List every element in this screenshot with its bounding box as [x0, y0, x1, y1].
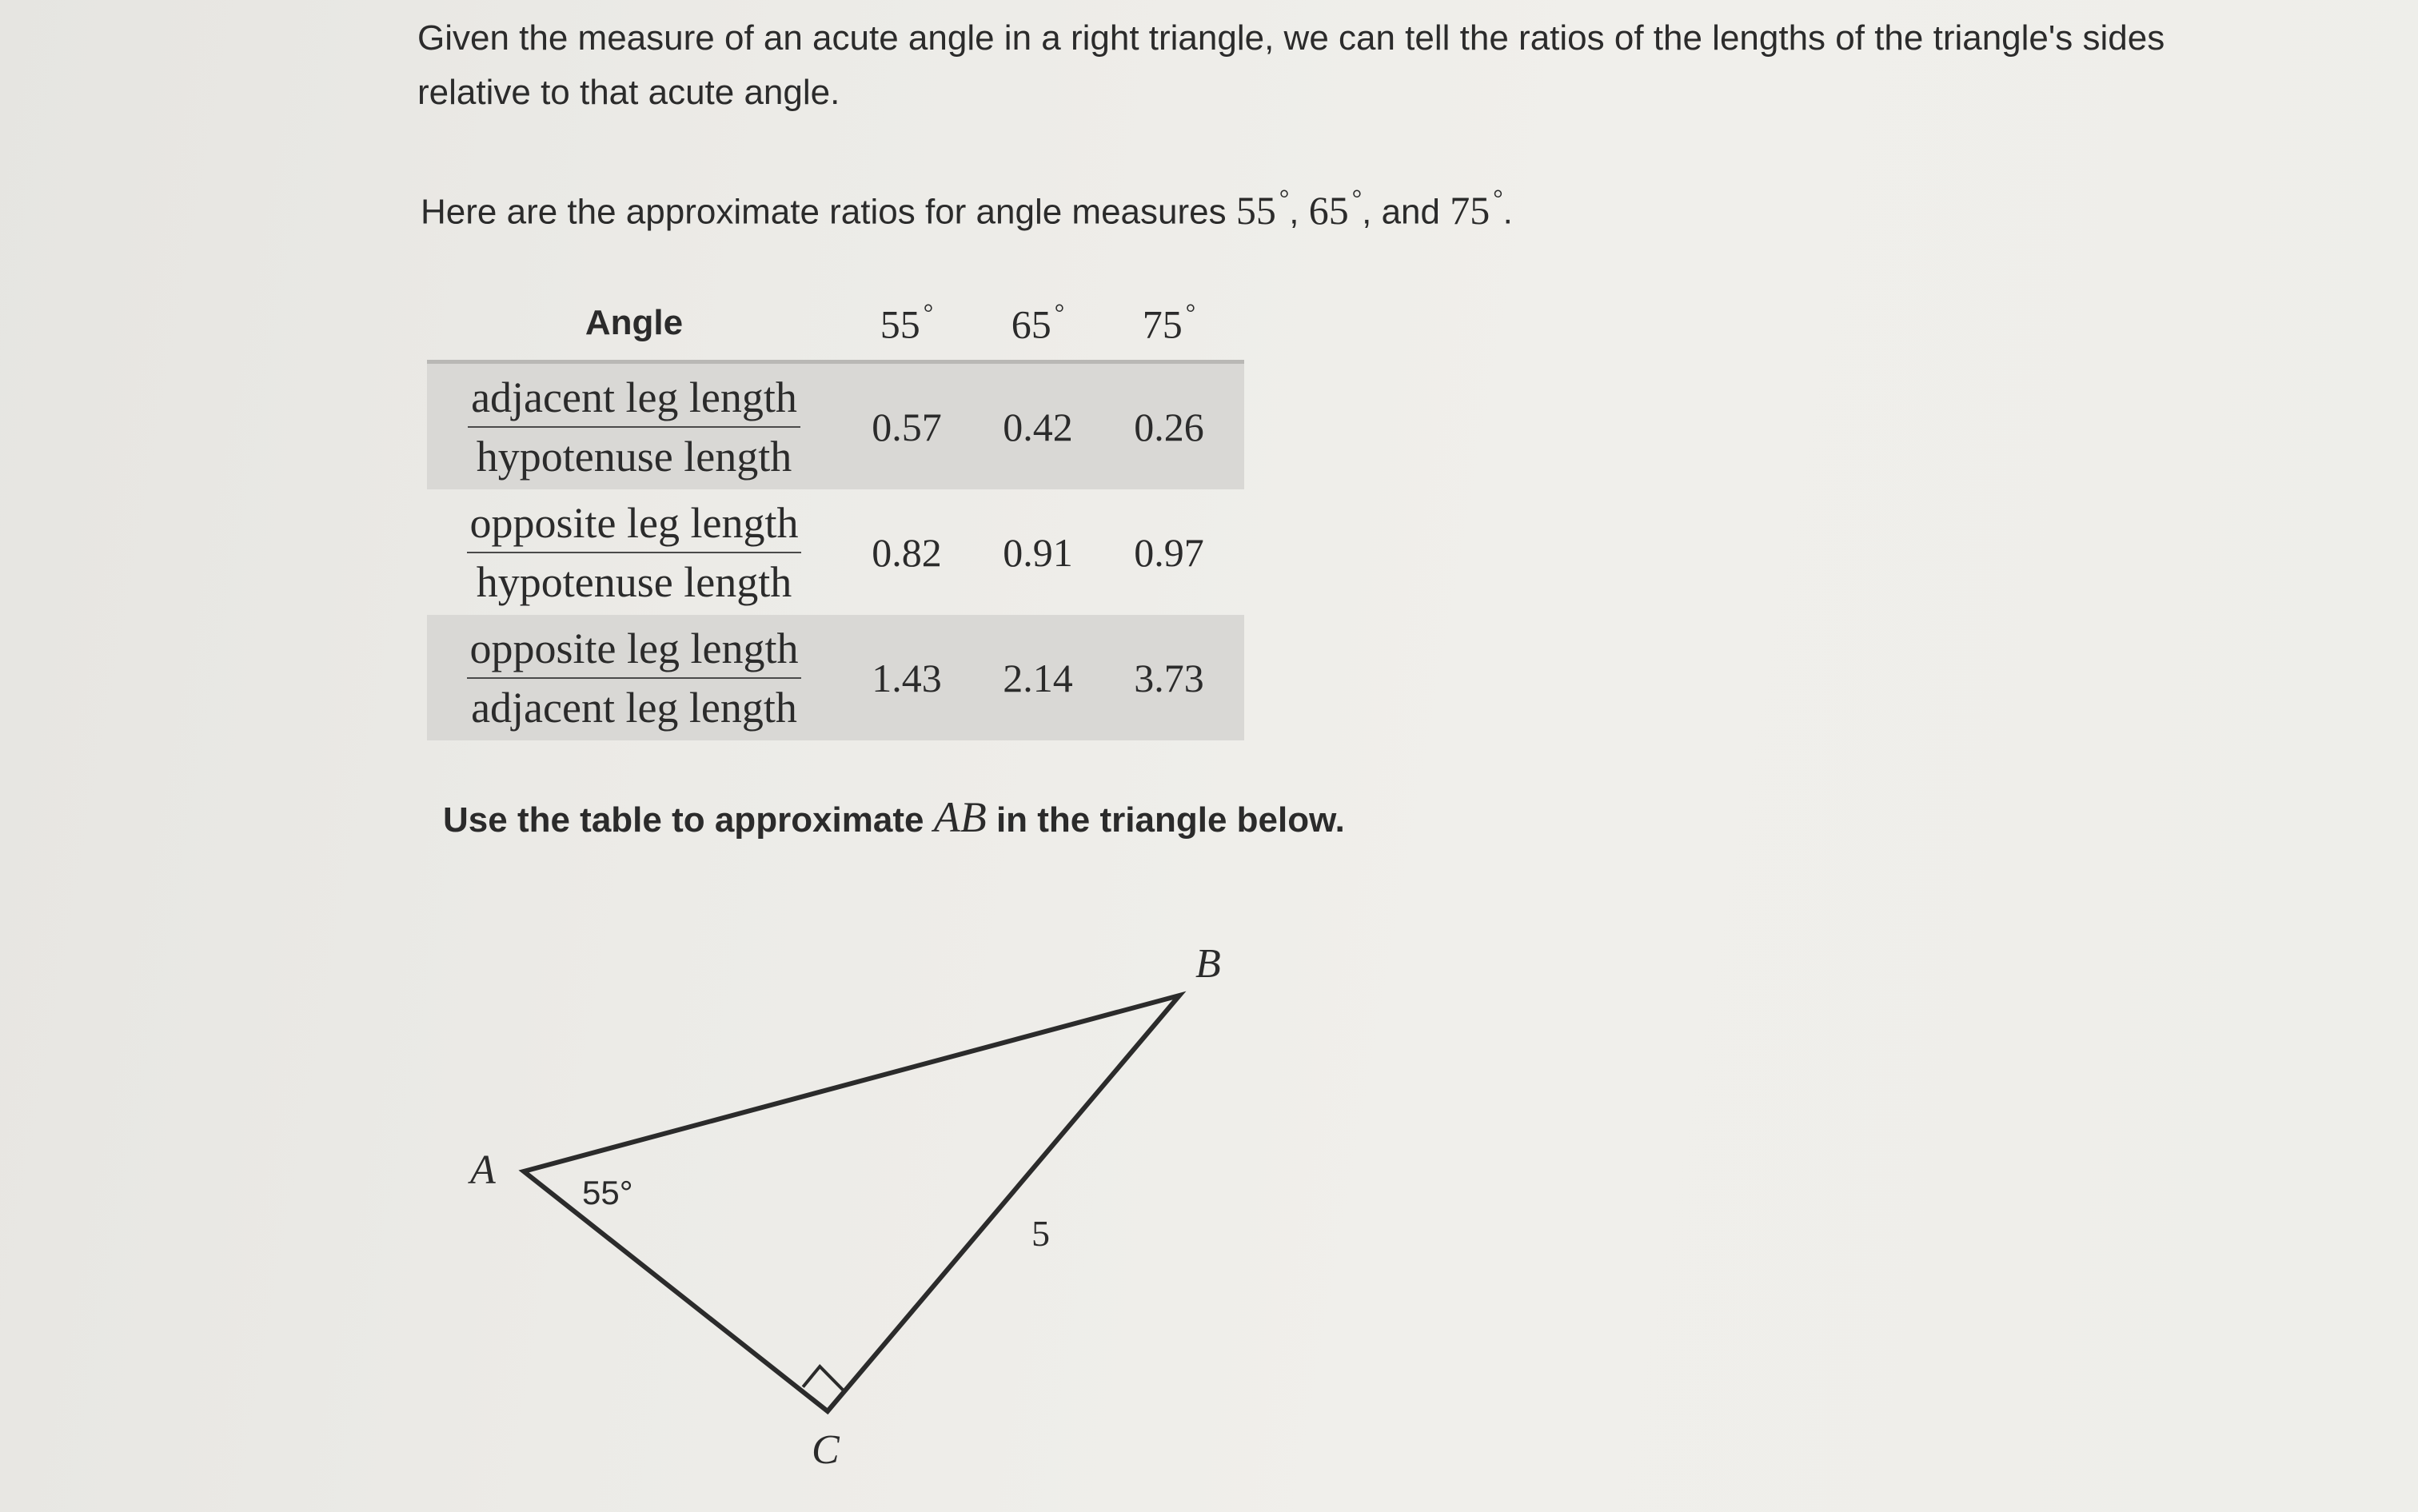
question-prefix: Use the table to approximate: [443, 800, 924, 840]
fraction-denominator: adjacent leg length: [471, 683, 797, 732]
vertex-c-label: C: [812, 1427, 840, 1473]
fraction-numerator: opposite leg length: [467, 620, 802, 679]
table-cell: 0.42: [1003, 404, 1073, 449]
table-cell: 0.91: [1003, 529, 1073, 575]
angle-65: 65 °: [1308, 184, 1363, 233]
header-col-55: 55 °: [880, 298, 934, 347]
table-row: [427, 615, 1244, 740]
table-header: [427, 286, 1244, 364]
fraction-numerator: adjacent leg length: [468, 369, 800, 428]
intro-text: Given the measure of an acute angle in a right triangle, we can tell the ratios of the lengths of the triangle's sides relative to that acute angle.: [417, 18, 2165, 112]
table-cell: 0.97: [1134, 529, 1204, 575]
ratio-fraction: [467, 620, 802, 736]
fraction-denominator: hypotenuse length: [476, 557, 792, 606]
table-cell: 1.43: [872, 655, 942, 700]
sep-2: , and: [1362, 192, 1441, 232]
table-row: [427, 364, 1244, 489]
header-col-65: 65 °: [1011, 298, 1065, 347]
table-cell: 2.14: [1003, 655, 1073, 700]
sep-1: ,: [1289, 192, 1299, 232]
header-col-75: 75 °: [1142, 298, 1196, 347]
header-angle: Angle: [585, 303, 684, 342]
table-cell: 0.57: [872, 404, 942, 449]
angle-a-label: 55°: [582, 1174, 633, 1211]
vertex-a-label: A: [470, 1147, 496, 1193]
segment-ab: AB: [933, 793, 987, 841]
side-bc-label: 5: [1031, 1213, 1050, 1254]
fraction-numerator: opposite leg length: [467, 494, 802, 553]
triangle-diagram: [448, 912, 1247, 1503]
question-text: [443, 790, 1345, 848]
vertex-b-label: B: [1195, 941, 1221, 987]
angle-55: 55 °: [1235, 184, 1290, 233]
fraction-denominator: hypotenuse length: [476, 432, 792, 481]
question-suffix: in the triangle below.: [996, 800, 1345, 840]
ratios-intro-prefix: Here are the approximate ratios for angle measures: [421, 192, 1227, 232]
table-cell: 0.82: [872, 529, 942, 575]
table-cell: 3.73: [1134, 655, 1204, 700]
ratio-fraction: [468, 369, 800, 485]
sentence-end: .: [1502, 192, 1513, 232]
ratios-intro: [421, 171, 1513, 240]
row-ratio-label: [427, 369, 841, 485]
row-ratio-label: [427, 494, 841, 611]
right-angle-marker: [803, 1366, 844, 1392]
ratio-table: [427, 286, 1244, 740]
row-ratio-label: [427, 620, 841, 736]
table-cell: 0.26: [1134, 404, 1204, 449]
angle-75: 75 °: [1450, 184, 1503, 233]
ratio-fraction: [467, 494, 802, 611]
table-row: [427, 489, 1244, 615]
